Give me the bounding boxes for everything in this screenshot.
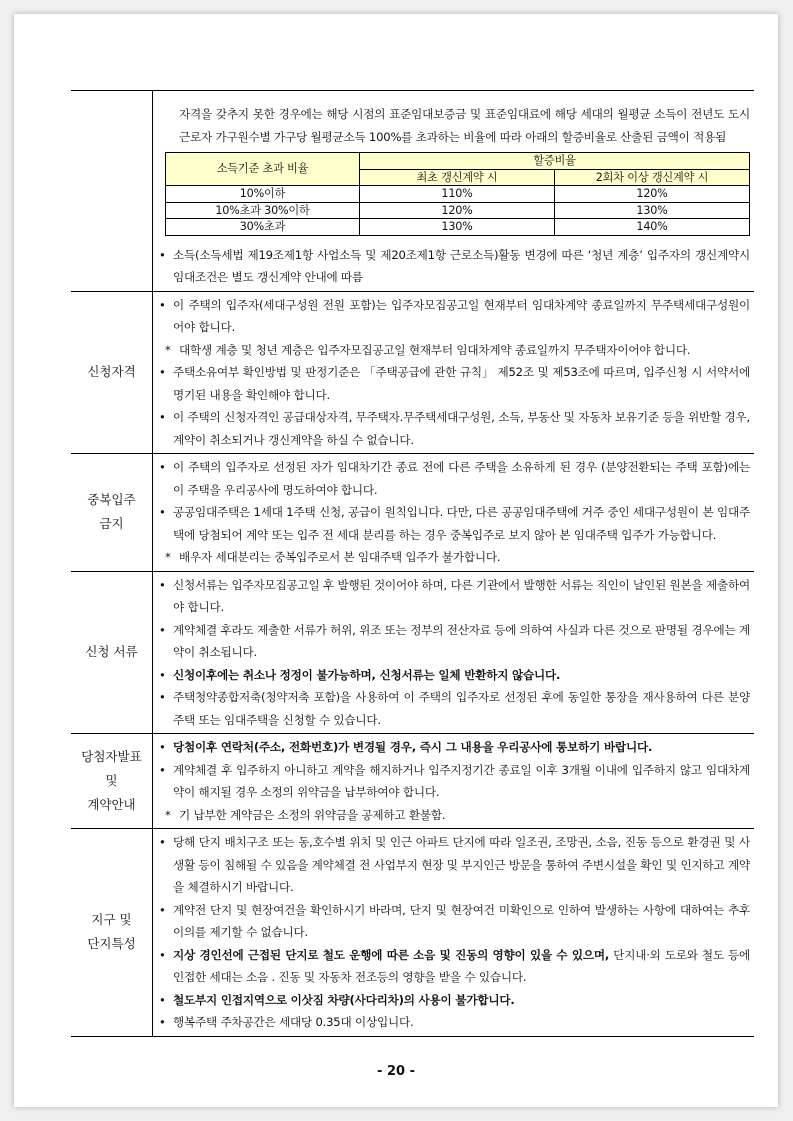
rate-row <box>166 219 750 236</box>
bullet-item: • 철도부지 인접지역으로 이삿짐 차량(사다리차)의 사용이 불가합니다. <box>159 992 515 1007</box>
winner-content <box>153 734 754 828</box>
bullet-item: • 신청서류는 입주자모집공고일 후 발행된 것이어야 하며, 다른 기관에서 발행한 서류는 직인이 날인된 원본을 제출하여야 합니다. <box>159 577 750 614</box>
duplicate-row <box>71 454 754 572</box>
income-row <box>71 91 754 292</box>
income-intro-text: 자격을 갖추지 못한 경우에는 해당 시점의 표준임대보증금 및 표준임대료에 해당 세대의 월평균 소득이 전년도 도시근로자 가구원수별 가구당 월평균소득 100%를 초과하는 비율에 따라 아래의 할증비율로 산출된 금액이 적용됨 <box>179 107 750 144</box>
rate-range: 10%초과 30%이하 <box>166 202 360 219</box>
bullet-item: • 이 주택의 입주자로 선정된 자가 임대차기간 종료 전에 다른 주택을 소유하게 된 경우 (분양전환되는 주택 포함)에는 이 주택을 우리공사에 명도하여야 합니다. <box>159 460 750 497</box>
rate-sub-header-first: 최초 갱신계약 시 <box>360 169 555 186</box>
bullet-mark: • <box>159 247 166 262</box>
rate-range: 30%초과 <box>166 219 360 236</box>
bullet-item: • 당첨이후 연락처(주소, 전화번호)가 변경될 경우, 즉시 그 내용을 우리공사에 통보하기 바랍니다. <box>159 740 653 754</box>
conditions-table <box>71 90 754 1037</box>
rate-row <box>166 186 750 203</box>
bullet-item: • 계약체결 후 입주하지 아니하고 계약을 해지하거나 입주지정기간 종료일 이후 3개월 이내에 입주하지 않고 임대차계약이 해지될 경우 소정의 위약금을 납부하여야 합니다. <box>159 762 750 799</box>
bullet-item: • 신청이후에는 취소나 정정이 불가능하며, 신청서류는 일체 반환하지 않습니다. <box>159 667 561 682</box>
district-row <box>71 829 754 1037</box>
income-row-label <box>71 91 153 291</box>
documents-content <box>153 572 754 734</box>
page-number: - 20 - <box>377 1064 415 1079</box>
rate-second: 140% <box>555 219 750 236</box>
bullet-item: • 지상 경인선에 근접된 단지로 철도 운행에 따른 소음 및 진동의 영향이 있을 수 있으며, 단지내·외 도로와 철도 등에 인접한 세대는 소음 . 진동 및 자동차 전조등의 영향을 받을 수 있습니다. <box>159 947 750 984</box>
bullet-item: • 주택청약종합저축(청약저축 포함)을 사용하여 이 주택의 입주자로 선정된 후에 동일한 통장을 재사용하여 다른 분양주택 또는 임대주택을 신청할 수 있습니다. <box>159 690 750 727</box>
rate-group-header: 할증비율 <box>360 153 750 170</box>
rate-col-income-header: 소득기준 초과 비율 <box>166 153 360 186</box>
duplicate-label: 중복입주 금지 <box>71 454 153 571</box>
rate-second: 120% <box>555 186 750 203</box>
income-bullet <box>159 244 750 289</box>
documents-row <box>71 572 754 735</box>
district-label: 지구 및 단지특성 <box>71 829 153 1036</box>
surcharge-rate-table <box>165 152 750 236</box>
rate-row <box>166 202 750 219</box>
winner-row <box>71 734 754 829</box>
note-item: * 배우자 세대분리는 중복입주로서 본 임대주택 입주가 불가합니다. <box>165 550 501 564</box>
bullet-item: • 이 주택의 신청자격인 공급대상자격, 무주택자.무주택세대구성원, 소득, 부동산 및 자동차 보유기준 등을 위반할 경우, 계약이 취소되거나 갱신계약을 하실 수 없습니다. <box>159 410 750 447</box>
bullet-item: • 행복주택 주차공간은 세대당 0.35대 이상입니다. <box>159 1015 414 1029</box>
note-item: * 기 납부한 계약금은 소정의 위약금을 공제하고 환불함. <box>165 807 446 822</box>
winner-label: 당첨자발표 및 계약안내 <box>71 734 153 828</box>
bullet-item: • 계약체결 후라도 제출한 서류가 허위, 위조 또는 정부의 전산자료 등에 의하여 사실과 다른 것으로 판명될 경우에는 계약이 취소됩니다. <box>159 622 750 659</box>
qualification-row <box>71 292 754 455</box>
bullet-item: • 공공임대주택은 1세대 1주택 신청, 공급이 원칙입니다. 다만, 다른 공공임대주택에 거주 중인 세대구성원이 본 임대주택에 당첨되어 계약 또는 입주 전 세대 분리를 하는 경우 중복입주로 보지 않아 본 임대주택 입주가 가능합니다. <box>159 505 750 542</box>
document-page <box>14 14 778 1107</box>
note-item: * 대학생 계층 및 청년 계층은 입주자모집공고일 현재부터 임대차계약 종료일까지 무주택자이어야 합니다. <box>165 342 691 357</box>
bullet-item: • 계약전 단지 및 현장여건을 확인하시기 바라며, 단지 및 현장여건 미확인으로 인하여 발생하는 사항에 대하여는 추후 이의를 제기할 수 없습니다. <box>159 902 750 939</box>
rate-range: 10%이하 <box>166 186 360 203</box>
documents-label: 신청 서류 <box>71 572 153 734</box>
duplicate-content <box>153 454 754 571</box>
district-content <box>153 829 754 1036</box>
bullet-text: 소득(소득세법 제19조제1항 사업소득 및 제20조제1항 근로소득)활동 변경에 따른 ‘청년 계층’ 입주자의 갱신계약시 임대조건은 별도 갱신계약 안내에 따름 <box>173 247 750 284</box>
qualification-label: 신청자격 <box>71 292 153 454</box>
rate-first: 110% <box>360 186 555 203</box>
bullet-item: • 주택소유여부 확인방법 및 판정기준은 「주택공급에 관한 규칙」 제52조 및 제53조에 따르며, 입주신청 시 서약서에 명기된 내용을 확인해야 합니다. <box>159 365 750 402</box>
rate-first: 120% <box>360 202 555 219</box>
bullet-item: • 당해 단지 배치구조 또는 동,호수별 위치 및 인근 아파트 단지에 따라 일조권, 조망권, 소음, 진동 등으로 환경권 및 사생활 등이 침해될 수 있음을 계약체결 전 사업부지 현장 및 부지인근 방문을 통하여 주변시설을 확인 및 인지하고 계약을 체결하시기 바랍니다. <box>159 835 750 894</box>
income-row-content <box>153 91 754 291</box>
qualification-content <box>153 292 754 454</box>
rate-first: 130% <box>360 219 555 236</box>
rate-sub-header-second: 2회차 이상 갱신계약 시 <box>555 169 750 186</box>
rate-second: 130% <box>555 202 750 219</box>
bullet-item: • 이 주택의 입주자(세대구성원 전원 포함)는 입주자모집공고일 현재부터 임대차계약 종료일까지 무주택세대구성원이어야 합니다. <box>159 297 750 334</box>
